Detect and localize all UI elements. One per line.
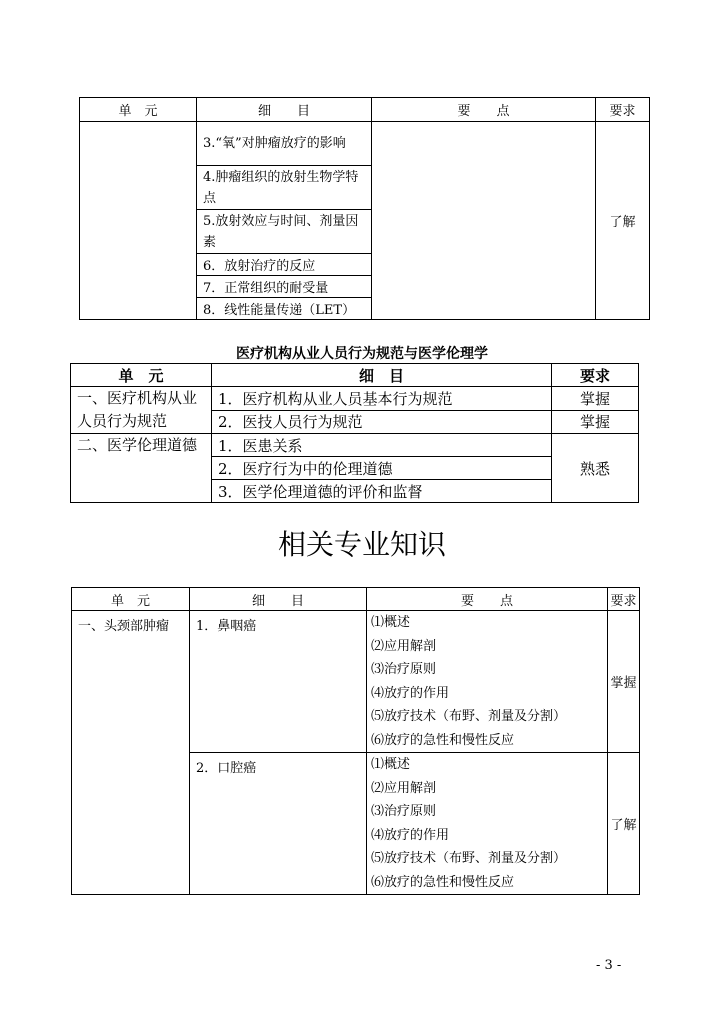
header-unit: 单 元 <box>71 364 212 387</box>
requirement-cell: 熟悉 <box>552 434 639 503</box>
related-knowledge-table <box>71 587 640 895</box>
point-item: ⑵应用解剖 <box>371 638 437 654</box>
point-item: ⑵应用解剖 <box>371 780 437 796</box>
header-unit: 单 元 <box>80 98 197 122</box>
requirement-cell: 掌握 <box>552 410 639 434</box>
item-cell: 1．医疗机构从业人员基本行为规范 <box>212 387 552 411</box>
requirement-cell: 了解 <box>596 122 650 320</box>
header-requirement: 要求 <box>608 588 640 611</box>
point-item: ⑴概述 <box>371 757 411 772</box>
header-requirement: 要求 <box>596 98 650 122</box>
point-item: ⑴概述 <box>371 615 411 630</box>
header-points: 要 点 <box>367 588 608 611</box>
unit-cell <box>80 122 197 320</box>
unit-cell: 一、医疗机构从业人员行为规范 <box>71 387 212 434</box>
header-unit: 单 元 <box>72 588 190 611</box>
points-cell <box>372 122 596 320</box>
item-cell: 7．正常组织的耐受量 <box>197 276 372 298</box>
item-cell: 8．线性能量传递（LET） <box>197 298 372 320</box>
requirement-cell: 了解 <box>608 753 640 895</box>
item-cell: 2．医技人员行为规范 <box>212 410 552 434</box>
point-item: ⑹放疗的急性和慢性反应 <box>371 732 515 748</box>
item-cell: 5.放射效应与时间、剂量因素 <box>197 210 372 254</box>
requirement-cell: 掌握 <box>552 387 639 411</box>
point-item: ⑶治疗原则 <box>371 804 437 819</box>
page-title: 相关专业知识 <box>277 528 446 561</box>
point-item: ⑹放疗的急性和慢性反应 <box>371 874 515 890</box>
points-cell <box>367 753 608 895</box>
point-item: ⑸放疗技术（布野、剂量及分割） <box>371 851 567 866</box>
point-item: ⑸放疗技术（布野、剂量及分割） <box>371 709 567 724</box>
page-number: - 3 - <box>596 958 622 973</box>
item-cell: 6．放射治疗的反应 <box>197 254 372 276</box>
continued-table <box>79 97 650 320</box>
point-item: ⑶治疗原则 <box>371 662 437 677</box>
ethics-table <box>70 363 639 503</box>
header-points: 要 点 <box>372 98 596 122</box>
header-item: 细 目 <box>197 98 372 122</box>
points-cell <box>367 611 608 753</box>
requirement-cell: 掌握 <box>608 611 640 753</box>
item-cell: 2．口腔癌 <box>190 753 367 895</box>
item-cell: 3．医学伦理道德的评价和监督 <box>212 480 552 503</box>
points-list <box>371 753 603 894</box>
point-item: ⑷放疗的作用 <box>371 685 450 701</box>
header-item: 细 目 <box>190 588 367 611</box>
point-item: ⑷放疗的作用 <box>371 827 450 843</box>
points-list <box>371 611 603 752</box>
header-requirement: 要求 <box>552 364 639 387</box>
item-cell: 2．医疗行为中的伦理道德 <box>212 457 552 480</box>
section-title: 医疗机构从业人员行为规范与医学伦理学 <box>236 346 488 362</box>
unit-cell: 二、医学伦理道德 <box>71 434 212 503</box>
item-cell: 1．鼻咽癌 <box>190 611 367 753</box>
item-cell: 1．医患关系 <box>212 434 552 457</box>
item-cell: 4.肿瘤组织的放射生物学特点 <box>197 166 372 210</box>
header-item: 细 目 <box>212 364 552 387</box>
unit-cell: 一、头颈部肿瘤 <box>72 611 190 895</box>
item-cell: 3.“氧”对肿瘤放疗的影响 <box>197 122 372 166</box>
